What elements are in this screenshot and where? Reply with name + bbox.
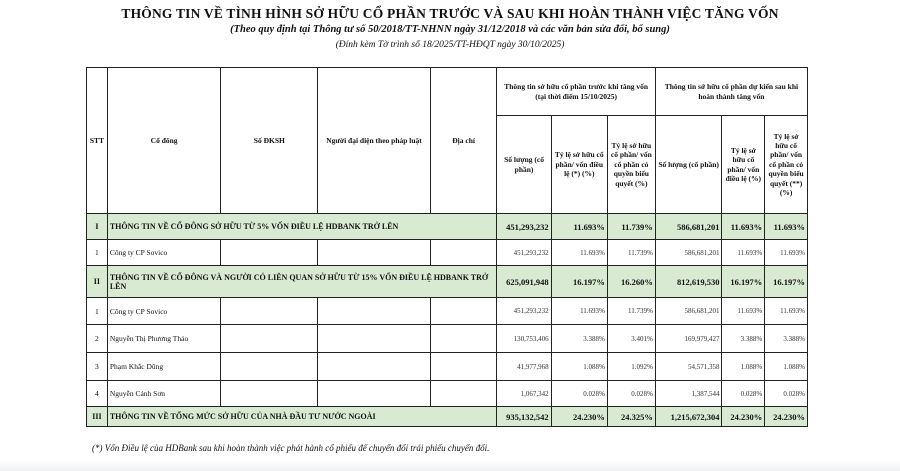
cell-qty-after: 812,619,530	[655, 266, 722, 298]
cell-qty-after: 54,571,358	[655, 353, 722, 381]
header-qty-after: Số lượng (cổ phần)	[655, 116, 722, 214]
cell-section-title: THÔNG TIN VỀ CỔ ĐÔNG SỞ HỮU TỪ 5% VỐN ĐIỀU LỆ HDBANK TRỞ LÊN	[107, 214, 497, 240]
cell-shareholder: Phạm Khắc Dũng	[107, 353, 221, 381]
ownership-table	[86, 67, 808, 427]
cell-ratio-vote-before: 11.739%	[607, 298, 655, 325]
cell-qty-after: 1,387,544	[655, 381, 722, 407]
header-row-group	[87, 68, 808, 116]
cell-qty-before: 41,977,968	[497, 353, 551, 381]
cell-stt: 4	[87, 381, 108, 407]
cell-ratio-vote-after: 16.197%	[765, 266, 808, 298]
table-row	[87, 298, 808, 325]
cell-ratio-charter-before: 16.197%	[551, 266, 607, 298]
cell-stt: 2	[87, 325, 108, 353]
table-row	[87, 325, 808, 353]
cell-stt: III	[87, 407, 108, 427]
cell-ratio-charter-after: 16.197%	[722, 266, 765, 298]
cell-qty-after: 586,681,201	[655, 214, 722, 240]
cell-dksh	[221, 353, 318, 381]
cell-ratio-charter-before: 24.230%	[551, 407, 607, 427]
cell-qty-before: 451,293,232	[497, 298, 551, 325]
cell-ratio-charter-after: 0.028%	[722, 381, 765, 407]
cell-shareholder: Nguyễn Thị Phương Thảo	[107, 325, 221, 353]
page-bottom-edge	[0, 461, 900, 471]
header-address: Địa chỉ	[430, 68, 497, 214]
cell-ratio-vote-after: 3.388%	[765, 325, 808, 353]
cell-ratio-charter-after: 3.388%	[722, 325, 765, 353]
cell-ratio-charter-after: 1.088%	[722, 353, 765, 381]
cell-qty-before: 625,091,948	[497, 266, 551, 298]
cell-ratio-vote-before: 16.260%	[607, 266, 655, 298]
cell-ratio-charter-before: 0.028%	[551, 381, 607, 407]
cell-stt: 1	[87, 298, 108, 325]
cell-stt: 3	[87, 353, 108, 381]
cell-ratio-vote-before: 11.739%	[607, 240, 655, 266]
table-row-section-ii	[87, 266, 808, 298]
cell-qty-after: 586,681,201	[655, 298, 722, 325]
footnote: (*) Vốn Điều lệ của HDBank sau khi hoàn thành việc phát hành cổ phiếu để chuyển đổi trái phiếu chuyển đổi.	[92, 443, 490, 453]
cell-shareholder: Công ty CP Sovico	[107, 298, 221, 325]
legal-basis-subtitle: (Theo quy định tại Thông tư số 50/2018/TT-NHNN ngày 31/12/2018 và các văn bản sửa đổi, bổ sung)	[230, 24, 670, 35]
table-row	[87, 381, 808, 407]
page-title: THÔNG TIN VỀ TÌNH HÌNH SỞ HỮU CỔ PHẦN TRƯỚC VÀ SAU KHI HOÀN THÀNH VIỆC TĂNG VỐN	[121, 6, 779, 21]
cell-dksh	[221, 298, 318, 325]
cell-ratio-vote-after: 11.693%	[765, 298, 808, 325]
cell-ratio-vote-before: 3.401%	[607, 325, 655, 353]
cell-qty-before: 451,293,232	[497, 240, 551, 266]
cell-dksh	[221, 240, 318, 266]
cell-qty-before: 130,753,406	[497, 325, 551, 353]
header-before-group: Thông tin sở hữu cổ phần trước khi tăng vốn (tại thời điểm 15/10/2025)	[497, 68, 655, 116]
cell-ratio-vote-after: 0.028%	[765, 381, 808, 407]
cell-ratio-vote-after: 11.693%	[765, 214, 808, 240]
cell-ratio-charter-after: 11.693%	[722, 240, 765, 266]
cell-ratio-charter-after: 11.693%	[722, 214, 765, 240]
cell-stt: 1	[87, 240, 108, 266]
cell-stt: II	[87, 266, 108, 298]
cell-dksh	[221, 325, 318, 353]
header-after-group: Thông tin sở hữu cổ phần dự kiến sau khi hoàn thành tăng vốn	[655, 68, 807, 116]
cell-ratio-vote-before: 11.739%	[607, 214, 655, 240]
header-shareholder: Cổ đông	[107, 68, 221, 214]
cell-address	[430, 353, 497, 381]
cell-qty-before: 451,293,232	[497, 214, 551, 240]
cell-representative	[318, 353, 431, 381]
cell-stt: I	[87, 214, 108, 240]
table-row-section-iii	[87, 407, 808, 427]
cell-address	[430, 298, 497, 325]
cell-qty-after: 586,681,201	[655, 240, 722, 266]
cell-ratio-vote-after: 1.088%	[765, 353, 808, 381]
header-stt: STT	[87, 68, 108, 214]
header-dksh: Số ĐKSH	[221, 68, 318, 214]
cell-ratio-vote-before: 1.092%	[607, 353, 655, 381]
table-row	[87, 353, 808, 381]
header-ratio-vote-before: Tỷ lệ sở hữu cổ phần/ vốn cổ phần có quyền biểu quyết (%)	[607, 116, 655, 214]
attachment-subtitle: (Đính kèm Tờ trình số 18/2025/TT-HĐQT ngày 30/10/2025)	[335, 40, 565, 50]
cell-address	[430, 381, 497, 407]
cell-ratio-vote-after: 24.230%	[765, 407, 808, 427]
cell-dksh	[221, 381, 318, 407]
cell-ratio-vote-before: 0.028%	[607, 381, 655, 407]
cell-qty-before: 935,132,542	[497, 407, 551, 427]
header-ratio-charter-before: Tỷ lệ sở hữu cổ phần/ vốn điều lệ (*) (%)	[551, 116, 607, 214]
cell-representative	[318, 325, 431, 353]
cell-representative	[318, 381, 431, 407]
header-ratio-vote-after: Tỷ lệ sở hữu cổ phần/ vốn cổ phần có quyền biểu quyết (**) (%)	[765, 116, 808, 214]
cell-section-title: THÔNG TIN VỀ TỔNG MỨC SỞ HỮU CỦA NHÀ ĐẦU TƯ NƯỚC NGOÀI	[107, 407, 497, 427]
header-qty-before: Số lượng (cổ phần)	[497, 116, 551, 214]
cell-representative	[318, 298, 431, 325]
table-row-section-i	[87, 214, 808, 240]
cell-address	[430, 325, 497, 353]
cell-ratio-charter-after: 24.230%	[722, 407, 765, 427]
cell-section-title: THÔNG TIN VỀ CỔ ĐÔNG VÀ NGƯỜI CÓ LIÊN QUAN SỞ HỮU TỪ 15% VỐN ĐIỀU LỆ HDBANK TRỞ LÊN	[107, 266, 497, 298]
header-representative: Người đại diện theo pháp luật	[318, 68, 431, 214]
cell-shareholder: Nguyễn Cảnh Sơn	[107, 381, 221, 407]
cell-address	[430, 240, 497, 266]
cell-qty-before: 1,067,342	[497, 381, 551, 407]
cell-ratio-charter-before: 11.693%	[551, 298, 607, 325]
cell-ratio-charter-before: 11.693%	[551, 240, 607, 266]
table-row	[87, 240, 808, 266]
cell-qty-after: 169,979,427	[655, 325, 722, 353]
cell-ratio-charter-before: 3.388%	[551, 325, 607, 353]
cell-ratio-vote-after: 11.693%	[765, 240, 808, 266]
header-ratio-charter-after: Tỷ lệ sở hữu cổ phần/ vốn điều lệ (%)	[722, 116, 765, 214]
cell-ratio-charter-after: 11.693%	[722, 298, 765, 325]
cell-ratio-vote-before: 24.325%	[607, 407, 655, 427]
cell-ratio-charter-before: 11.693%	[551, 214, 607, 240]
cell-representative	[318, 240, 431, 266]
cell-shareholder: Công ty CP Sovico	[107, 240, 221, 266]
cell-ratio-charter-before: 1.088%	[551, 353, 607, 381]
cell-qty-after: 1,215,672,304	[655, 407, 722, 427]
